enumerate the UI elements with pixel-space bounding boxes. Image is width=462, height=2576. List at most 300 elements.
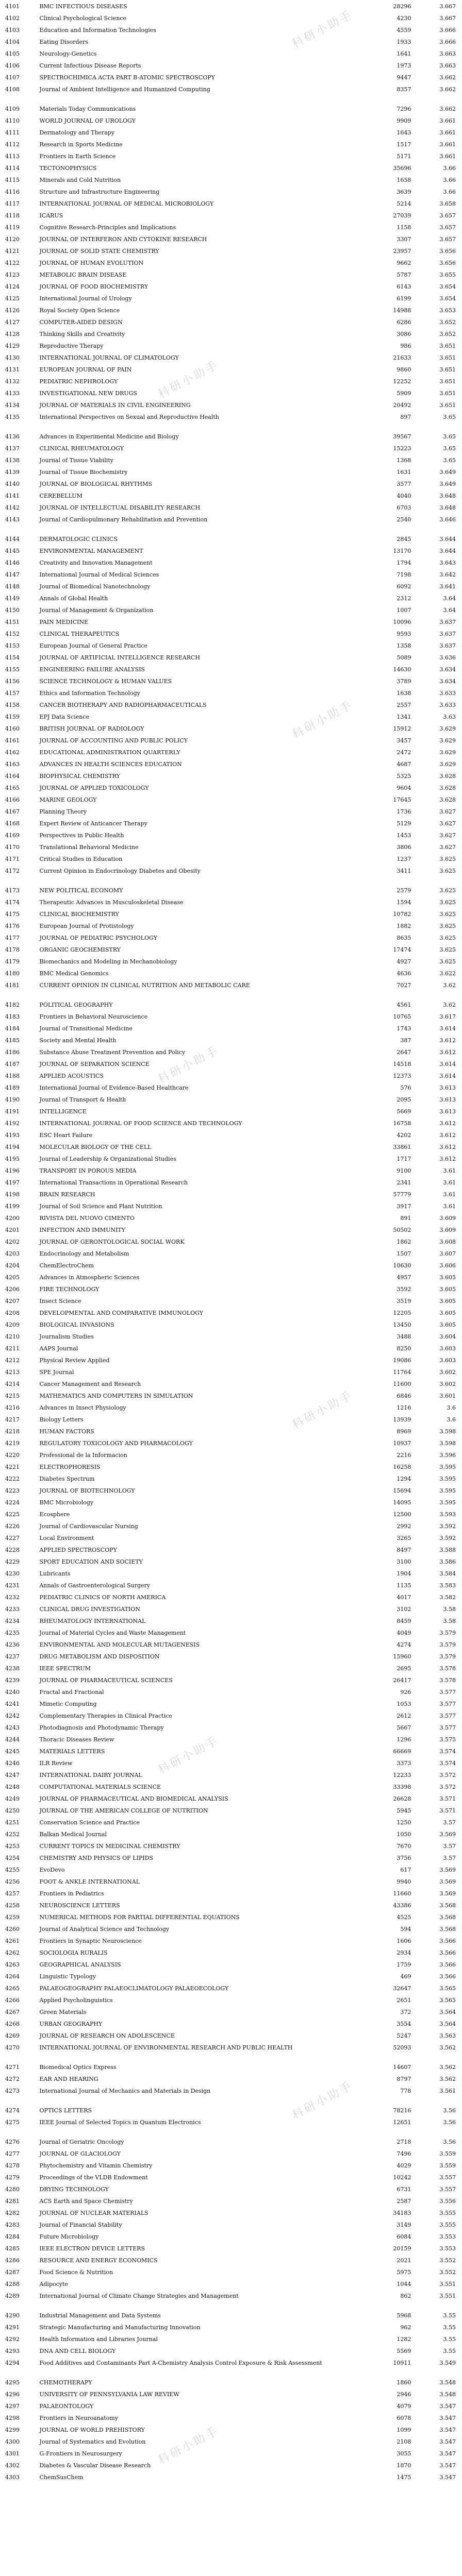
table-row: [4, 1784, 458, 1795]
table-row: [4, 307, 458, 319]
table-row: [4, 1582, 458, 1594]
journal-name-cell: BMC Microbiology: [39, 1499, 94, 1506]
journal-name-cell: Frontiers in Pediatrics: [39, 1890, 104, 1897]
rank-cell: 4176: [5, 923, 20, 929]
impact-factor-cell: 3.569: [439, 1867, 456, 1873]
table-row: [4, 1345, 458, 1357]
table-row: [4, 295, 458, 307]
rank-cell: 4267: [5, 2009, 20, 2015]
impact-factor-cell: 3.56: [443, 2107, 456, 2114]
rank-cell: 4253: [5, 1843, 20, 1850]
impact-factor-cell: 3.637: [439, 642, 456, 649]
total-cites-cell: 3756: [397, 1855, 411, 1861]
table-row: [4, 1452, 458, 1464]
journal-name-cell: PALAEONTOLOGY: [39, 2403, 94, 2410]
total-cites-cell: 43386: [393, 1902, 411, 1909]
journal-name-cell: Journal of Ambient Intelligence and Humanized Computing: [39, 86, 210, 93]
impact-factor-cell: 3.643: [439, 560, 456, 566]
rank-cell: 4276: [5, 2139, 20, 2145]
impact-factor-cell: 3.572: [439, 1784, 456, 1790]
table-row: [4, 516, 458, 536]
total-cites-cell: 5569: [397, 2348, 411, 2354]
impact-factor-cell: 3.625: [439, 946, 456, 953]
journal-name-cell: Journal of Material Cycles and Waste Management: [39, 1630, 186, 1636]
total-cites-cell: 20492: [393, 402, 411, 409]
table-row: [4, 1938, 458, 1950]
impact-factor-cell: 3.6: [447, 1416, 456, 1423]
journal-name-cell: Perspectives in Public Health: [39, 832, 124, 839]
impact-factor-cell: 3.579: [439, 1630, 456, 1636]
table-row: [4, 2088, 458, 2107]
total-cites-cell: 6143: [397, 283, 411, 290]
journal-name-cell: Journal of Analytical Science and Technology: [39, 1926, 170, 1933]
table-row: [4, 1973, 458, 1985]
table-row: [4, 1748, 458, 1760]
rank-cell: 4198: [5, 1191, 20, 1198]
impact-factor-cell: 3.553: [439, 2233, 456, 2240]
journal-name-cell: Dermatology and Therapy: [39, 129, 115, 136]
table-row: [4, 1523, 458, 1535]
journal-name-cell: Phytochemistry and Vitamin Chemistry: [39, 2162, 153, 2169]
impact-factor-cell: 3.548: [439, 2379, 456, 2386]
rank-cell: 4240: [5, 1689, 20, 1696]
table-row: [4, 595, 458, 607]
impact-factor-cell: 3.646: [439, 516, 456, 523]
rank-cell: 4189: [5, 1084, 20, 1091]
journal-name-cell: WORLD JOURNAL OF UROLOGY: [39, 117, 136, 124]
rank-cell: 4135: [5, 414, 20, 420]
impact-factor-cell: 3.571: [439, 1795, 456, 1802]
impact-factor-cell: 3.57: [443, 1855, 456, 1861]
journal-name-cell: Research in Sports Medicine: [39, 141, 123, 148]
total-cites-cell: 33861: [393, 1144, 411, 1150]
impact-factor-cell: 3.613: [439, 1084, 456, 1091]
table-row: [4, 2107, 458, 2119]
impact-factor-cell: 3.578: [439, 1677, 456, 1684]
total-cites-cell: 14988: [393, 307, 411, 314]
journal-name-cell: JOURNAL OF ACCOUNTING AND PUBLIC POLICY: [39, 737, 188, 744]
table-row: [4, 2174, 458, 2186]
rank-cell: 4164: [5, 773, 20, 779]
total-cites-cell: 1294: [397, 1476, 411, 1482]
total-cites-cell: 6703: [397, 504, 411, 511]
rank-cell: 4120: [5, 236, 20, 243]
impact-factor-cell: 3.56: [443, 2139, 456, 2145]
impact-factor-cell: 3.666: [439, 39, 456, 45]
rank-cell: 4281: [5, 2198, 20, 2205]
impact-factor-cell: 3.657: [439, 224, 456, 231]
table-row: [4, 2379, 458, 2391]
rank-cell: 4298: [5, 2415, 20, 2421]
impact-factor-cell: 3.583: [439, 1582, 456, 1589]
impact-factor-cell: 3.651: [439, 390, 456, 397]
table-row: [4, 3, 458, 15]
impact-factor-cell: 3.564: [439, 2021, 456, 2027]
impact-factor-cell: 3.62: [443, 1002, 456, 1008]
rank-cell: 4284: [5, 2233, 20, 2240]
journal-name-cell: Neurology-Genetics: [39, 50, 97, 57]
total-cites-cell: 3639: [397, 189, 411, 195]
total-cites-cell: 6084: [397, 2233, 411, 2240]
journal-name-cell: BIOLOGICAL INVASIONS: [39, 1321, 114, 1328]
rank-cell: 4184: [5, 1025, 20, 1032]
total-cites-cell: 3789: [397, 678, 411, 685]
rank-cell: 4221: [5, 1464, 20, 1470]
journal-name-cell: Physical Review Applied: [39, 1357, 110, 1364]
rank-cell: 4227: [5, 1535, 20, 1541]
journal-name-cell: CANCER BIOTHERAPY AND RADIOPHARMACEUTICALS: [39, 702, 207, 708]
rank-cell: 4103: [5, 27, 20, 33]
rank-cell: 4263: [5, 1961, 20, 1968]
rank-cell: 4283: [5, 2222, 20, 2228]
total-cites-cell: 1631: [397, 469, 411, 476]
table-row: [4, 1736, 458, 1748]
table-row: [4, 796, 458, 808]
impact-factor-cell: 3.627: [439, 832, 456, 839]
journal-ranking-table: [4, 3, 458, 2486]
table-row: [4, 1381, 458, 1393]
impact-factor-cell: 3.628: [439, 773, 456, 779]
journal-name-cell: URBAN GEOGRAPHY: [39, 2021, 103, 2027]
impact-factor-cell: 3.614: [439, 1073, 456, 1079]
journal-name-cell: JOURNAL OF INTELLECTUAL DISABILITY RESEARCH: [39, 504, 201, 511]
total-cites-cell: 1736: [397, 808, 411, 815]
rank-cell: 4256: [5, 1878, 20, 1885]
rank-cell: 4148: [5, 583, 20, 590]
table-row: [4, 2324, 458, 2336]
journal-name-cell: JOURNAL OF BIOLOGICAL RHYTHMS: [39, 481, 152, 487]
table-row: [4, 1144, 458, 1156]
rank-cell: 4188: [5, 1073, 20, 1079]
total-cites-cell: 4029: [397, 2162, 411, 2169]
table-row: [4, 702, 458, 714]
rank-cell: 4301: [5, 2450, 20, 2457]
journal-name-cell: International Journal of Climate Change Strategies and Management: [39, 2293, 239, 2299]
total-cites-cell: 5669: [397, 1108, 411, 1115]
impact-factor-cell: 3.575: [439, 1736, 456, 1743]
total-cites-cell: 26417: [393, 1677, 411, 1684]
rank-cell: 4206: [5, 1286, 20, 1293]
table-row: [4, 414, 458, 433]
journal-name-cell: GEOGRAPHICAL ANALYSIS: [39, 1961, 121, 1968]
rank-cell: 4205: [5, 1274, 20, 1281]
journal-name-cell: INTERNATIONAL DAIRY JOURNAL: [39, 1772, 142, 1778]
journal-name-cell: DERMATOLOGIC CLINICS: [39, 536, 118, 543]
total-cites-cell: 52093: [393, 2044, 411, 2051]
impact-factor-cell: 3.561: [439, 2088, 456, 2094]
journal-name-cell: EAR AND HEARING: [39, 2076, 98, 2082]
journal-name-cell: HUMAN FACTORS: [39, 1428, 94, 1435]
impact-factor-cell: 3.553: [439, 2245, 456, 2252]
table-row: [4, 1203, 458, 1215]
total-cites-cell: 5975: [397, 2269, 411, 2276]
total-cites-cell: 1517: [397, 141, 411, 148]
impact-factor-cell: 3.617: [439, 1013, 456, 1020]
total-cites-cell: 1743: [397, 1025, 411, 1032]
table-row: [4, 141, 458, 153]
total-cites-cell: 4559: [397, 27, 411, 33]
table-row: [4, 260, 458, 272]
table-row: [4, 106, 458, 117]
table-row: [4, 2438, 458, 2450]
total-cites-cell: 576: [400, 1084, 411, 1091]
total-cites-cell: 5968: [397, 2312, 411, 2319]
rank-cell: 4237: [5, 1653, 20, 1660]
impact-factor-cell: 3.574: [439, 1760, 456, 1767]
total-cites-cell: 594: [400, 1926, 411, 1933]
total-cites-cell: 7296: [397, 106, 411, 112]
journal-name-cell: Food Science & Nutrition: [39, 2269, 113, 2276]
impact-factor-cell: 3.608: [439, 1239, 456, 1245]
total-cites-cell: 4230: [397, 15, 411, 22]
journal-name-cell: COMPUTER-AIDED DESIGN: [39, 319, 123, 326]
total-cites-cell: 8250: [397, 1345, 411, 1352]
table-row: [4, 457, 458, 469]
impact-factor-cell: 3.651: [439, 366, 456, 373]
table-row: [4, 1878, 458, 1890]
table-row: [4, 887, 458, 899]
total-cites-cell: 3149: [397, 2222, 411, 2228]
rank-cell: 4116: [5, 189, 20, 195]
journal-name-cell: MARINE GEOLOGY: [39, 796, 97, 803]
journal-name-cell: RESOURCE AND ENERGY ECONOMICS: [39, 2257, 158, 2264]
total-cites-cell: 15960: [393, 1653, 411, 1660]
rank-cell: 4215: [5, 1393, 20, 1399]
rank-cell: 4226: [5, 1523, 20, 1530]
total-cites-cell: 5089: [397, 654, 411, 661]
total-cites-cell: 19086: [393, 1357, 411, 1364]
total-cites-cell: 3373: [397, 1760, 411, 1767]
total-cites-cell: 1007: [397, 607, 411, 614]
table-row: [4, 2269, 458, 2281]
impact-factor-cell: 3.555: [439, 2222, 456, 2228]
table-row: [4, 958, 458, 970]
journal-name-cell: CLINICAL BIOCHEMISTRY: [39, 911, 119, 918]
table-row: [4, 504, 458, 516]
rank-cell: 4242: [5, 1713, 20, 1719]
watermark-stamp: 科研小助手: [290, 698, 356, 741]
journal-name-cell: Frontiers in Neuroanatomy: [39, 2415, 118, 2421]
total-cites-cell: 4274: [397, 1641, 411, 1648]
impact-factor-cell: 3.663: [439, 50, 456, 57]
table-row: [4, 2233, 458, 2245]
table-row: [4, 1855, 458, 1867]
total-cites-cell: 12252: [393, 378, 411, 385]
rank-cell: 4202: [5, 1239, 20, 1245]
rank-cell: 4170: [5, 844, 20, 851]
journal-name-cell: Structure and Infrastructure Engineering: [39, 189, 160, 195]
impact-factor-cell: 3.601: [439, 1393, 456, 1399]
journal-name-cell: COMPUTATIONAL MATERIALS SCIENCE: [39, 1784, 161, 1790]
rank-cell: 4115: [5, 177, 20, 183]
journal-name-cell: CLINICAL RHEUMATOLOGY: [39, 445, 124, 452]
rank-cell: 4299: [5, 2427, 20, 2433]
journal-name-cell: European Journal of Protistology: [39, 923, 134, 929]
table-row: [4, 1914, 458, 1926]
table-row: [4, 982, 458, 1002]
rank-cell: 4288: [5, 2281, 20, 2287]
total-cites-cell: 3917: [397, 1203, 411, 1210]
journal-name-cell: Proceedings of the VLDB Endowment: [39, 2174, 148, 2181]
impact-factor-cell: 3.636: [439, 654, 456, 661]
total-cites-cell: 13939: [393, 1416, 411, 1423]
table-row: [4, 27, 458, 39]
impact-factor-cell: 3.547: [439, 2462, 456, 2469]
total-cites-cell: 926: [400, 1689, 411, 1696]
journal-name-cell: Translational Behavioral Medicine: [39, 844, 139, 851]
rank-cell: 4231: [5, 1582, 20, 1589]
table-row: [4, 1665, 458, 1677]
total-cites-cell: 2992: [397, 1523, 411, 1530]
rank-cell: 4208: [5, 1310, 20, 1316]
rank-cell: 4210: [5, 1333, 20, 1340]
rank-cell: 4108: [5, 86, 20, 93]
rank-cell: 4292: [5, 2336, 20, 2343]
table-row: [4, 2009, 458, 2021]
impact-factor-cell: 3.628: [439, 785, 456, 791]
total-cites-cell: 10242: [393, 2174, 411, 2181]
impact-factor-cell: 3.588: [439, 1547, 456, 1553]
impact-factor-cell: 3.602: [439, 1381, 456, 1387]
impact-factor-cell: 3.648: [439, 504, 456, 511]
rank-cell: 4269: [5, 2032, 20, 2039]
table-row: [4, 761, 458, 773]
rank-cell: 4160: [5, 725, 20, 732]
total-cites-cell: 7198: [397, 571, 411, 578]
journal-name-cell: NUMERICAL METHODS FOR PARTIAL DIFFERENTIAL EQUATIONS: [39, 1914, 240, 1921]
impact-factor-cell: 3.547: [439, 2427, 456, 2433]
rank-cell: 4112: [5, 141, 20, 148]
total-cites-cell: 28296: [393, 3, 411, 10]
total-cites-cell: 1933: [397, 39, 411, 45]
total-cites-cell: 1282: [397, 2336, 411, 2343]
impact-factor-cell: 3.555: [439, 2210, 456, 2216]
journal-name-cell: NEUROSCIENCE LETTERS: [39, 1902, 120, 1909]
total-cites-cell: 2718: [397, 2139, 411, 2145]
impact-factor-cell: 3.625: [439, 856, 456, 862]
rank-cell: 4213: [5, 1369, 20, 1376]
total-cites-cell: 4017: [397, 1594, 411, 1601]
total-cites-cell: 778: [400, 2088, 411, 2094]
rank-cell: 4282: [5, 2210, 20, 2216]
rank-cell: 4294: [5, 2360, 20, 2366]
total-cites-cell: 10937: [393, 1440, 411, 1447]
impact-factor-cell: 3.547: [439, 2415, 456, 2421]
impact-factor-cell: 3.661: [439, 153, 456, 160]
table-row: [4, 868, 458, 887]
total-cites-cell: 9593: [397, 631, 411, 637]
rank-cell: 4197: [5, 1179, 20, 1186]
table-row: [4, 1547, 458, 1558]
rank-cell: 4138: [5, 457, 20, 464]
rank-cell: 4247: [5, 1772, 20, 1778]
rank-cell: 4251: [5, 1819, 20, 1826]
rank-cell: 4241: [5, 1701, 20, 1707]
rank-cell: 4297: [5, 2403, 20, 2410]
impact-factor-cell: 3.62: [443, 982, 456, 989]
journal-name-cell: Frontiers in Earth Science: [39, 153, 116, 160]
total-cites-cell: 15694: [393, 1487, 411, 1494]
rank-cell: 4273: [5, 2088, 20, 2094]
impact-factor-cell: 3.57: [443, 1819, 456, 1826]
total-cites-cell: 4561: [397, 1002, 411, 1008]
table-row: [4, 50, 458, 62]
table-row: [4, 224, 458, 236]
impact-factor-cell: 3.566: [439, 1961, 456, 1968]
journal-name-cell: Biomechanics and Modeling in Mechanobiology: [39, 958, 177, 965]
total-cites-cell: 21633: [393, 354, 411, 361]
impact-factor-cell: 3.651: [439, 378, 456, 385]
impact-factor-cell: 3.563: [439, 2032, 456, 2039]
impact-factor-cell: 3.556: [439, 2198, 456, 2205]
rank-cell: 4127: [5, 319, 20, 326]
rank-cell: 4271: [5, 2064, 20, 2071]
impact-factor-cell: 3.657: [439, 212, 456, 219]
total-cites-cell: 1870: [397, 2462, 411, 2469]
total-cites-cell: 2095: [397, 1096, 411, 1103]
impact-factor-cell: 3.609: [439, 1227, 456, 1233]
table-row: [4, 1476, 458, 1487]
rank-cell: 4219: [5, 1440, 20, 1447]
journal-name-cell: ADVANCES IN HEALTH SCIENCES EDUCATION: [39, 761, 182, 768]
total-cites-cell: 4079: [397, 2403, 411, 2410]
journal-name-cell: SPORT EDUCATION AND SOCIETY: [39, 1558, 143, 1565]
journal-name-cell: UNIVERSITY OF PENNSYLVANIA LAW REVIEW: [39, 2391, 179, 2398]
table-row: [4, 2336, 458, 2348]
journal-name-cell: International Journal of Mechanics and Materials in Design: [39, 2088, 211, 2094]
table-row: [4, 1025, 458, 1037]
impact-factor-cell: 3.612: [439, 1049, 456, 1056]
journal-name-cell: JOURNAL OF BIOTECHNOLOGY: [39, 1487, 135, 1494]
table-row: [4, 2119, 458, 2139]
journal-name-cell: Annals of Global Health: [39, 595, 108, 602]
table-row: [4, 129, 458, 141]
table-row: [4, 1701, 458, 1713]
rank-cell: 4150: [5, 607, 20, 614]
impact-factor-cell: 3.658: [439, 200, 456, 207]
rank-cell: 4230: [5, 1570, 20, 1577]
rank-cell: 4257: [5, 1890, 20, 1897]
journal-name-cell: ENVIRONMENTAL AND MOLECULAR MUTAGENESIS: [39, 1641, 200, 1648]
rank-cell: 4121: [5, 248, 20, 255]
table-row: [4, 911, 458, 923]
impact-factor-cell: 3.627: [439, 844, 456, 851]
table-row: [4, 2210, 458, 2222]
journal-name-cell: Diabetes Spectrum: [39, 1476, 95, 1482]
table-row: [4, 1653, 458, 1665]
impact-factor-cell: 3.651: [439, 354, 456, 361]
journal-name-cell: BMC Medical Genomics: [39, 970, 109, 977]
journal-name-cell: Applied Psycholinguistics: [39, 1997, 113, 2004]
impact-factor-cell: 3.574: [439, 1748, 456, 1755]
journal-name-cell: Conservation Science and Practice: [39, 1819, 140, 1826]
total-cites-cell: 372: [400, 2009, 411, 2015]
table-row: [4, 714, 458, 725]
impact-factor-cell: 3.627: [439, 808, 456, 815]
journal-name-cell: BRAIN RESEARCH: [39, 1191, 95, 1198]
rank-cell: 4175: [5, 911, 20, 918]
rank-cell: 4193: [5, 1132, 20, 1139]
total-cites-cell: 1050: [397, 1831, 411, 1838]
impact-factor-cell: 3.612: [439, 1120, 456, 1127]
rank-cell: 4185: [5, 1037, 20, 1044]
impact-factor-cell: 3.654: [439, 283, 456, 290]
impact-factor-cell: 3.605: [439, 1274, 456, 1281]
impact-factor-cell: 3.552: [439, 2257, 456, 2264]
journal-name-cell: ChemElectroChem: [39, 1262, 94, 1269]
rank-cell: 4217: [5, 1416, 20, 1423]
rank-cell: 4275: [5, 2119, 20, 2126]
